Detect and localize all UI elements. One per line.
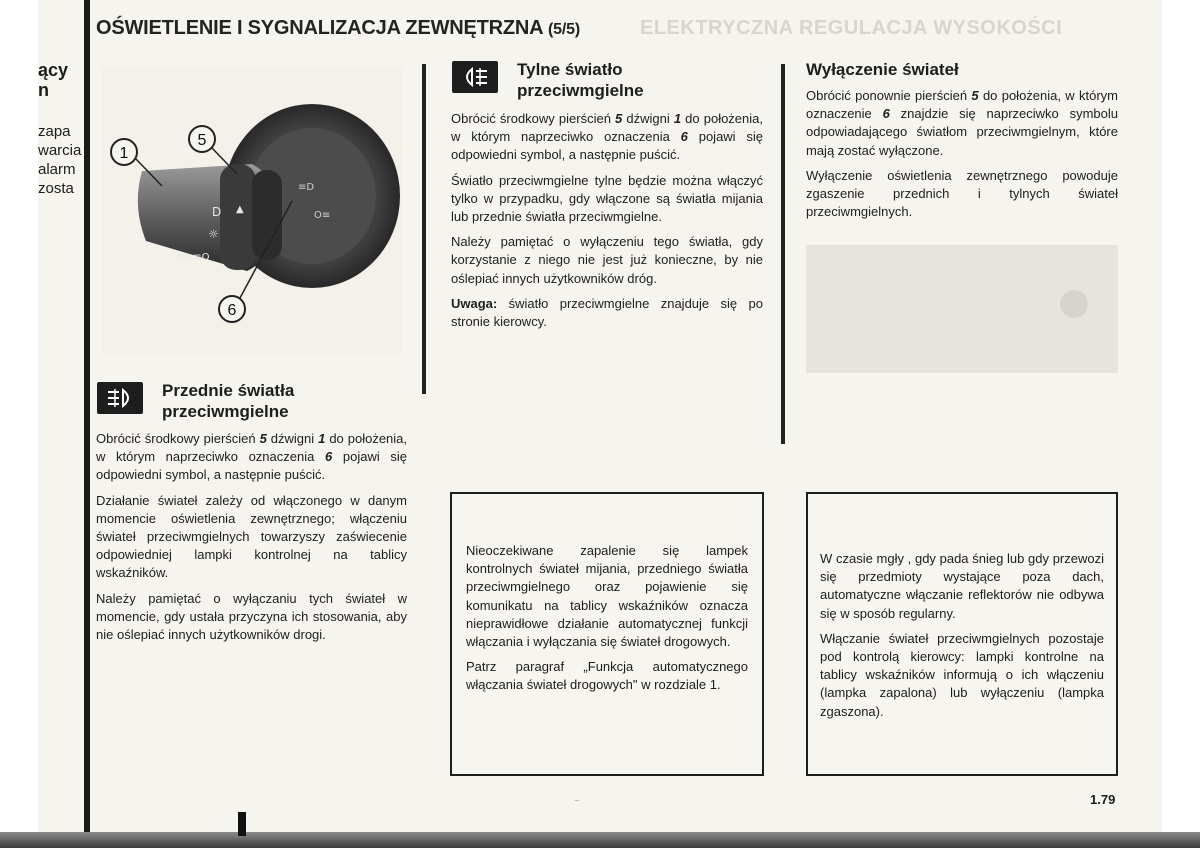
column-rule-left xyxy=(422,64,426,394)
rear-fog-light-icon xyxy=(452,61,498,93)
rear-fog-instruction: Obrócić środkowy pierścień 5 dźwigni 1 do położenia, w którym naprzeciwko oznaczenia 6 pojawi się odpowiedni symbol, a następnie puścić. xyxy=(451,111,764,163)
lights-off-instruction: Obrócić ponownie pierścień 5 do położenia, w którym oznaczenie 6 znajdzie się naprzeciwko symbolu odpowiadającego światłom przeciwmgielnym, które mają zostać wyłączone. xyxy=(806,88,1118,158)
lights-off-text xyxy=(806,87,1118,221)
header-title: OŚWIETLENIE I SYGNALIZACJA ZEWNĘTRZNA xyxy=(96,17,543,39)
fragment-text: zosta xyxy=(38,180,74,197)
book-edge-shadow xyxy=(0,832,1200,848)
front-fog-title-line2: przeciwmgielne xyxy=(162,402,289,421)
fragment-text: warcia xyxy=(38,142,82,159)
front-fog-operation: Działanie świateł zależy od włączonego w danym momencie oświetlenia zewnętrznego; włączeniu świateł przeciwmgielnych towarzyszy zaświecenie odpowiedniej lampki kontrolnej na tablicy wskaźników. xyxy=(96,492,407,581)
page-header xyxy=(96,17,580,40)
front-fog-title-line1: Przednie światła xyxy=(162,381,295,400)
light-switch-illustration xyxy=(102,66,402,356)
rear-fog-condition: Światło przeciwmgielne tylne będzie można włączyć tylko w przypadku, gdy włączone są światła mijania lub przednie światła przeciwmgielne. xyxy=(451,172,763,225)
right-margin xyxy=(1162,0,1200,848)
fragment-text: alarm xyxy=(38,161,76,178)
svg-text:1: 1 xyxy=(119,145,129,162)
binding-line xyxy=(84,0,90,832)
svg-text:☼: ☼ xyxy=(208,227,219,241)
lights-off-effect: Wyłączenie oświetlenia zewnętrznego powoduje zgaszenie przednich i tylnych świateł przeciwmgielnych. xyxy=(806,167,1118,220)
column-rule-center xyxy=(781,64,785,444)
previous-page-edge xyxy=(0,0,38,848)
info-right-conditions: W czasie mgły , gdy pada śnieg lub gdy przewozi się przedmioty wystające poza dach, automatyczne włączanie reflektorów nie odbywa się w sposób regularny. xyxy=(820,551,1104,621)
rear-fog-title-line2: przeciwmgielne xyxy=(517,81,644,100)
info-box-right xyxy=(806,492,1118,776)
front-fog-title xyxy=(162,380,294,422)
info-right-control: Włączanie świateł przeciwmgielnych pozostaje pod kontrolą kierowcy: lampki kontrolne na tablicy wskaźników informują o ich włączeniu (lampka zapalona) lub wyłączeniu (lampka zgaszona). xyxy=(820,630,1104,719)
print-mark: ~ xyxy=(574,796,580,807)
fragment-text: zapa xyxy=(38,123,71,140)
front-fog-reminder: Należy pamiętać o wyłączaniu tych świateł w momencie, gdy ustała przyczyna ich stosowania, aby nie oślepiać innych użytkowników drogi. xyxy=(96,590,407,643)
rear-fog-note: Uwaga: światło przeciwmgielne znajduje się po stronie kierowcy. xyxy=(451,295,763,330)
svg-text:D: D xyxy=(212,205,222,219)
fragment-text: n xyxy=(38,80,49,100)
svg-text:O≡: O≡ xyxy=(314,210,331,221)
fragment-spacer xyxy=(38,100,84,122)
svg-text:6: 6 xyxy=(227,302,237,319)
svg-text:≡D: ≡D xyxy=(298,182,315,193)
warning-middle-text: Nieoczekiwane zapalenie się lampek kontrolnych świateł mijania, przedniego światła przeciwmgielnego oraz pojawienie się komunikatu na tablicy wskaźników oznacza nieprawidłowe działanie automatycznej funkcji włączania i wyłączania się świateł drogowych. xyxy=(466,543,748,650)
front-fog-text xyxy=(96,430,407,644)
front-fog-instruction: Obrócić środkowy pierścień 5 dźwigni 1 do położenia, w którym naprzeciwko oznaczenia 6 pojawi się odpowiedni symbol, a następnie puścić. xyxy=(96,431,408,483)
page-number: 1.79 xyxy=(1090,792,1116,807)
lights-off-title: Wyłączenie świateł xyxy=(806,60,959,79)
rear-fog-title xyxy=(517,59,644,101)
svg-text:▲: ▲ xyxy=(236,204,244,215)
warning-middle-reference: Patrz paragraf „Funkcja automatycznego włączania świateł drogowych" w rozdziale 1. xyxy=(466,659,748,693)
warning-box-middle xyxy=(450,492,764,776)
front-fog-light-icon xyxy=(97,382,143,414)
rear-fog-title-line1: Tylne światło xyxy=(517,60,623,79)
rotary-ring xyxy=(220,164,256,270)
previous-page-fragments xyxy=(38,60,84,198)
fragment-text: ący xyxy=(38,60,69,80)
rear-fog-reminder: Należy pamiętać o wyłączeniu tego światła, gdy korzystanie z niego nie jest już konieczne, by nie oślepiać innych użytkowników dróg. xyxy=(451,234,763,286)
svg-text:5: 5 xyxy=(197,132,207,149)
show-through-marker xyxy=(1060,290,1088,318)
show-through-header: ELEKTRYCZNA REGULACJA WYSOKOŚCI xyxy=(640,17,1063,39)
binding-mark xyxy=(238,812,246,836)
light-switch-figure xyxy=(102,66,402,356)
header-page-count: (5/5) xyxy=(548,21,580,38)
rear-fog-text xyxy=(451,110,763,331)
svg-text:≡D ≡O: ≡D ≡O xyxy=(174,252,210,263)
